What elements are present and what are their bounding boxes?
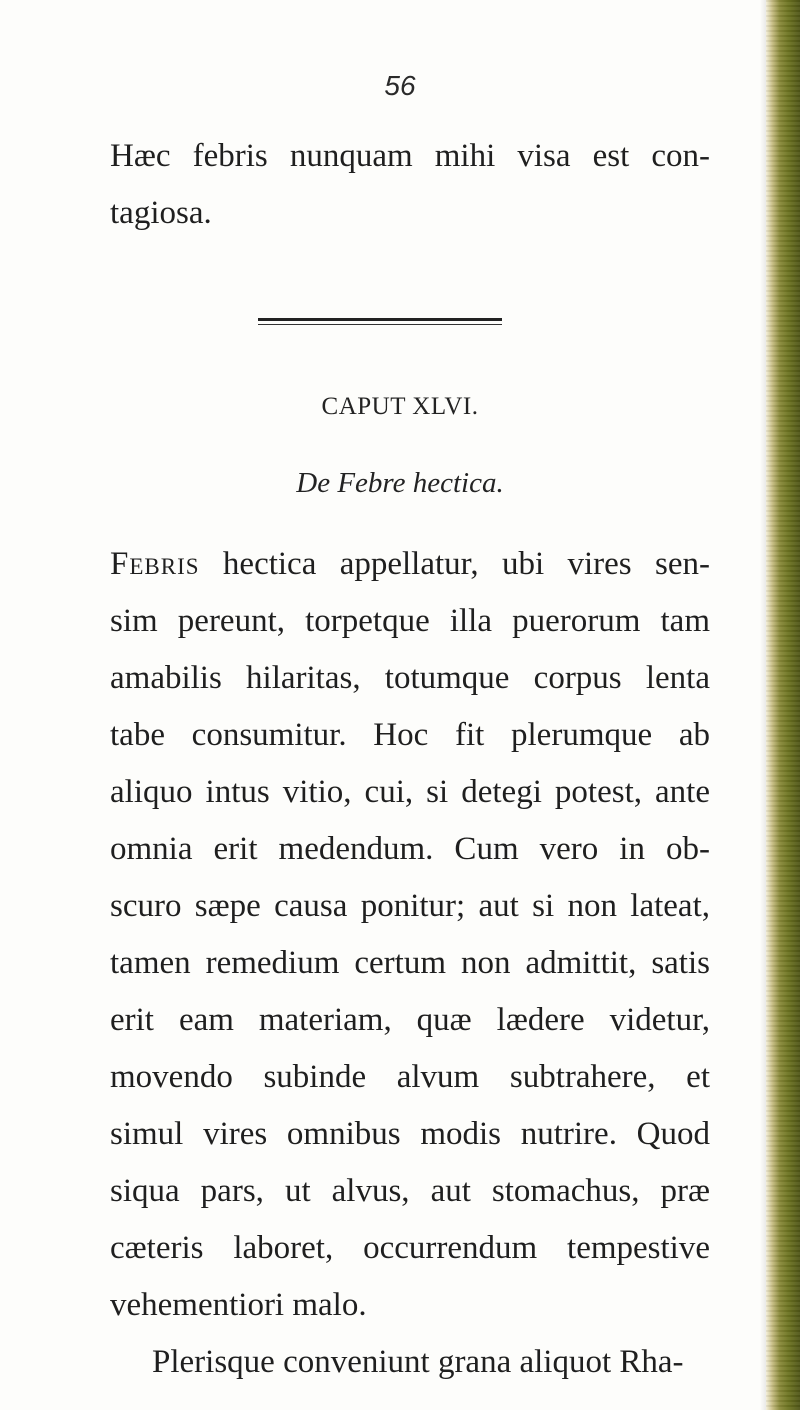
- body-line: movendo subinde alvum subtrahere, et: [110, 1059, 710, 1095]
- body-first-line: [110, 536, 710, 593]
- intro-paragraph: [110, 128, 710, 242]
- chapter-divider-rule: [258, 318, 502, 321]
- body-line: erit eam materiam, quæ lædere videtur,: [110, 1002, 710, 1038]
- chapter-heading: CAPUT XLVI.: [321, 393, 479, 420]
- body-line: simul vires omnibus modis nutrire. Quod: [110, 1116, 710, 1152]
- chapter-divider-rule-thin: [258, 324, 502, 325]
- body-line: aliquo intus vitio, cui, si detegi potest, ante: [110, 774, 710, 810]
- body-last-line: Plerisque conveniunt grana aliquot Rha-: [152, 1344, 684, 1380]
- body-line: omnia erit medendum. Cum vero in ob-: [110, 831, 710, 867]
- body-line: vehementiori malo.: [110, 1287, 367, 1323]
- body-line: siqua pars, ut alvus, aut stomachus, præ: [110, 1173, 710, 1209]
- body-first-line-rest: hectica appellatur, ubi vires sen-: [199, 546, 710, 582]
- body-line: cæteris laboret, occurrendum tempestive: [110, 1230, 710, 1266]
- body-line: sim pereunt, torpetque illa puerorum tam: [110, 603, 710, 639]
- body-first-word: Febris: [110, 546, 200, 582]
- chapter-body: [110, 536, 710, 1391]
- body-line: tabe consumitur. Hoc fit plerumque ab: [110, 717, 710, 753]
- intro-line: Hæc febris nunquam mihi visa est con-: [110, 138, 710, 174]
- gilded-page-edge: [766, 0, 800, 1410]
- body-line: amabilis hilaritas, totumque corpus lenta: [110, 660, 710, 696]
- body-line: tamen remedium certum non admittit, satis: [110, 945, 710, 981]
- intro-line: tagiosa.: [110, 195, 212, 231]
- page-number: 56: [384, 70, 416, 101]
- body-line: scuro sæpe causa ponitur; aut si non lateat,: [110, 888, 710, 924]
- chapter-subtitle: De Febre hectica.: [296, 467, 504, 499]
